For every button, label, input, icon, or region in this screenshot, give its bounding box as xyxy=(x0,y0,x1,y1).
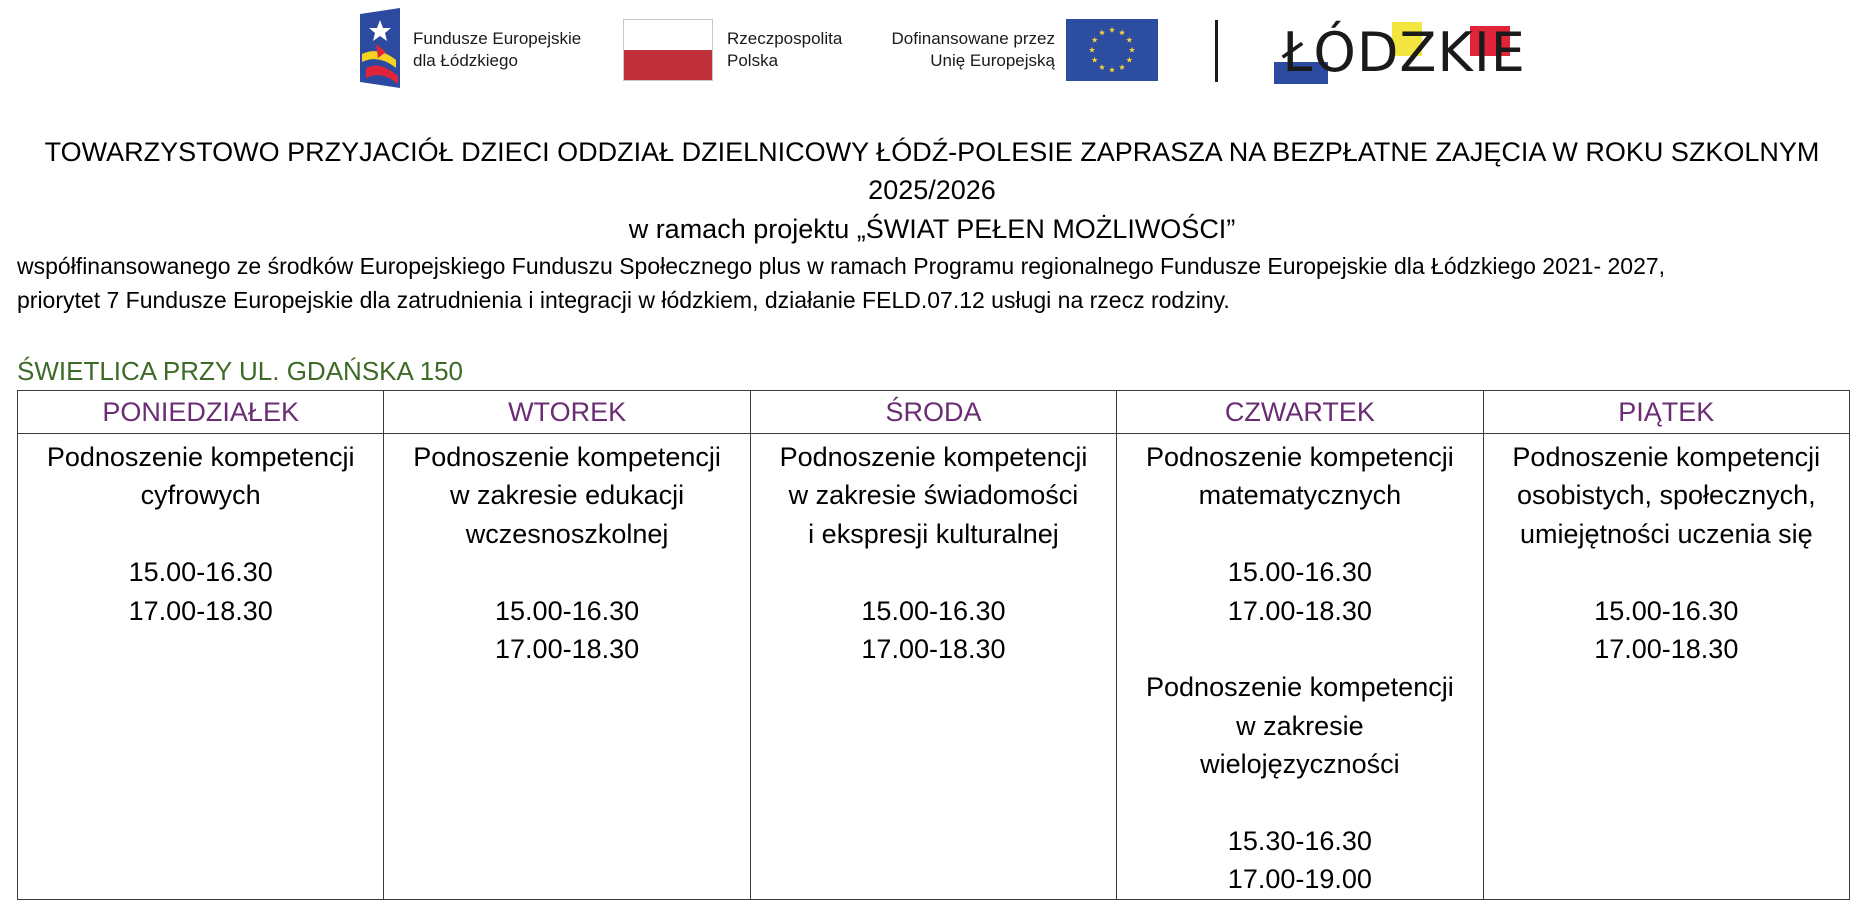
line-spacer xyxy=(18,515,383,553)
activity-line: Podnoszenie kompetencji xyxy=(779,442,1088,472)
session-time: 15.00-16.30 xyxy=(861,595,1006,626)
session-time: 17.00-18.30 xyxy=(861,634,1006,665)
eu-label-line1: Dofinansowane przez xyxy=(891,29,1055,48)
day-header-friday: PIĄTEK xyxy=(1483,391,1849,434)
activity-line: Podnoszenie kompetencji xyxy=(413,442,721,472)
day-header-wednesday: ŚRODA xyxy=(750,391,1116,434)
day-header-monday: PONIEDZIAŁEK xyxy=(18,391,384,434)
project-subtitle: w ramach projektu „ŚWIAT PEŁEN MOŻLIWOŚCI” xyxy=(628,214,1236,244)
activity-line: cyfrowych xyxy=(140,480,261,511)
activity-line: w zakresie świadomości xyxy=(788,480,1079,511)
title-line-1: TOWARZYSTOWO PRZYJACIÓŁ DZIECI ODDZIAŁ DZIELNICOWY ŁÓDŹ-POLESIE ZAPRASZA NA BEZPŁATNE ZAJĘCIA W ROKU SZKOLNYM xyxy=(44,137,1820,167)
line-spacer xyxy=(1117,784,1482,822)
schedule-table xyxy=(17,390,1850,900)
session-time: 15.30-16.30 xyxy=(1227,826,1372,857)
funding-line-2: priorytet 7 Fundusze Europejskie dla zatrudnienia i integracji w łódzkiem, działanie FELD.07.12 usługi na rzecz rodziny. xyxy=(17,287,1230,313)
activity-line: Podnoszenie kompetencji xyxy=(1146,672,1454,703)
activity-line: umiejętności uczenia się xyxy=(1519,518,1813,549)
fe-label-line2: dla Łódzkiego xyxy=(413,51,518,70)
schedule-header-row xyxy=(18,391,1850,434)
lodzkie-wordmark: ŁÓDZKIE xyxy=(1282,21,1526,84)
section-title: ŚWIETLICA PRZY UL. GDAŃSKA 150 xyxy=(17,356,464,386)
title-line-2: 2025/2026 xyxy=(868,175,996,205)
activity-line: wielojęzyczności xyxy=(1200,749,1400,780)
activity-line: i ekspresji kulturalnej xyxy=(808,518,1059,549)
day-header-tuesday: WTOREK xyxy=(384,391,750,434)
activity-line: w zakresie xyxy=(1236,710,1364,741)
session-time: 17.00-19.00 xyxy=(1227,864,1372,895)
session-time: 17.00-18.30 xyxy=(495,634,640,665)
activity-line: Podnoszenie kompetencji xyxy=(1146,442,1454,472)
rp-label-line1: Rzeczpospolita xyxy=(727,29,843,48)
line-spacer xyxy=(384,553,749,591)
line-spacer xyxy=(1484,553,1849,591)
page-title xyxy=(0,133,1864,209)
fundusze-europejskie-emblem-icon xyxy=(360,8,400,88)
day-cell-wednesday xyxy=(750,434,1116,900)
session-time: 17.00-18.30 xyxy=(128,595,273,626)
activity-line: osobistych, społecznych, xyxy=(1516,480,1816,511)
day-header-thursday: CZWARTEK xyxy=(1117,391,1483,434)
funding-note xyxy=(17,249,1857,317)
eu-funding-label xyxy=(880,28,1055,72)
funding-line-1: współfinansowanego ze środków Europejskiego Funduszu Społecznego plus w ramach Programu regionalnego Fundusze Europejskie dla Łódzkiego 2021- 2027, xyxy=(17,253,1666,279)
activity-line: Podnoszenie kompetencji xyxy=(46,442,355,472)
line-spacer xyxy=(751,553,1116,591)
polish-flag-icon xyxy=(623,19,713,81)
logo-strip xyxy=(0,0,1864,100)
day-cell-monday xyxy=(18,434,384,900)
activity-line: Podnoszenie kompetencji xyxy=(1512,442,1821,472)
activity-line: matematycznych xyxy=(1198,480,1402,511)
lodzkie-region-logo xyxy=(1274,21,1526,84)
rp-label-line2: Polska xyxy=(727,51,779,70)
session-time: 15.00-16.30 xyxy=(1594,595,1739,626)
session-time: 15.00-16.30 xyxy=(1227,557,1372,588)
session-time: 17.00-18.30 xyxy=(1594,634,1739,665)
session-time: 15.00-16.30 xyxy=(128,557,273,588)
day-cell-thursday xyxy=(1117,434,1483,900)
day-cell-friday xyxy=(1483,434,1849,900)
fe-label-line1: Fundusze Europejskie xyxy=(413,29,582,48)
line-spacer xyxy=(1117,515,1482,553)
logo-divider xyxy=(1215,20,1218,82)
session-time: 15.00-16.30 xyxy=(495,595,640,626)
activity-line: wczesnoszkolnej xyxy=(465,518,669,549)
eu-flag-icon xyxy=(1066,19,1158,81)
eu-label-line2: Unię Europejską xyxy=(930,51,1055,70)
session-time: 17.00-18.30 xyxy=(1227,595,1372,626)
schedule-body-row xyxy=(18,434,1850,900)
rzeczpospolita-label xyxy=(727,28,842,72)
activity-line: w zakresie edukacji xyxy=(450,480,685,511)
line-spacer xyxy=(1117,630,1482,668)
fundusze-europejskie-label xyxy=(413,28,581,72)
day-cell-tuesday xyxy=(384,434,750,900)
